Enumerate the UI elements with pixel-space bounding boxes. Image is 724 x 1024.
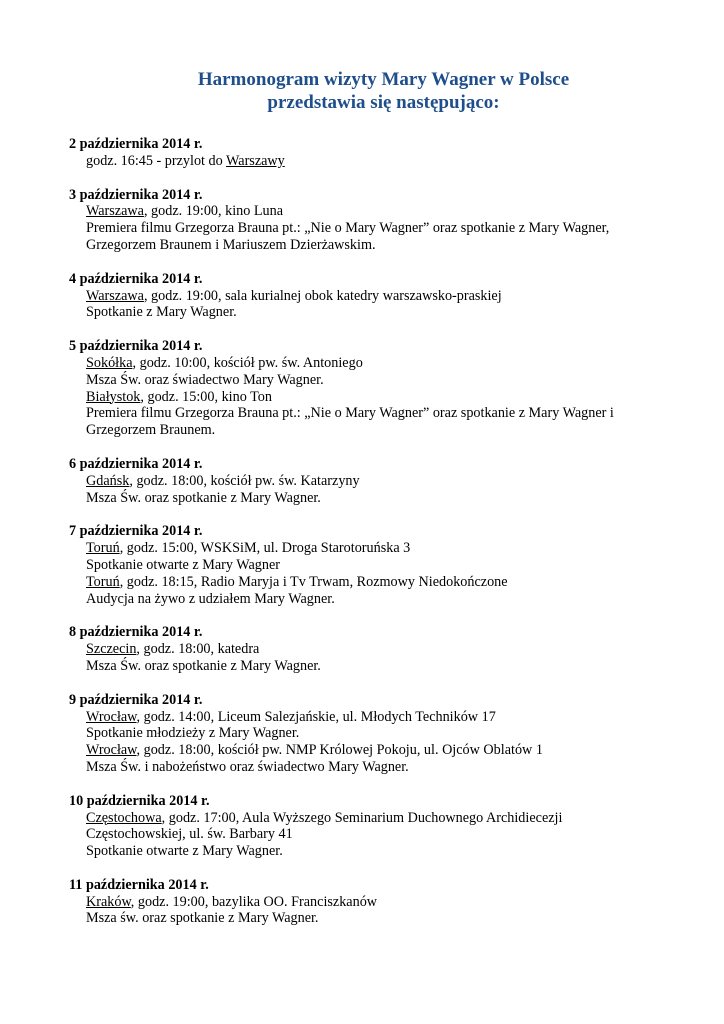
event-line: [86, 574, 684, 591]
schedule-list: [69, 136, 684, 927]
event-city: Gdańsk: [86, 472, 130, 489]
event-line: [86, 557, 684, 574]
day-date: 8 października 2014 r.: [69, 624, 203, 641]
event-text: Spotkanie młodzieży z Mary Wagner.: [86, 725, 300, 742]
event-line: [86, 641, 684, 658]
event-text: Spotkanie otwarte z Mary Wagner: [86, 556, 281, 573]
event-city: Toruń: [86, 573, 120, 590]
event-text: Msza św. oraz spotkanie z Mary Wagner.: [86, 910, 319, 927]
day-date: 7 października 2014 r.: [69, 523, 203, 540]
event-details: , godz. 18:15, Radio Maryja i Tv Trwam, Rozmowy Niedokończone: [119, 573, 508, 590]
title-line-1: Harmonogram wizyty Mary Wagner w Polsce: [197, 69, 570, 90]
event-line: [86, 355, 684, 372]
event-line: [86, 709, 684, 726]
event-city: Warszawa: [86, 203, 144, 220]
event-text: Spotkanie otwarte z Mary Wagner.: [86, 843, 283, 860]
event-line: [86, 153, 684, 170]
event-line: [86, 591, 684, 608]
event-line: [86, 237, 684, 254]
event-line: [86, 203, 684, 220]
title-line-2: przedstawia się następująco:: [267, 92, 500, 113]
schedule-day: [69, 187, 684, 254]
event-city: Warszawy: [226, 152, 285, 169]
event-city: Wrocław: [86, 742, 137, 759]
day-date: 2 października 2014 r.: [69, 136, 203, 152]
event-text: Grzegorzem Braunem i Mariuszem Dzierżawskim.: [86, 236, 376, 253]
event-city: Warszawa: [86, 287, 144, 304]
event-details: , godz. 18:00, katedra: [136, 641, 260, 658]
day-date: 3 października 2014 r.: [69, 186, 203, 203]
day-date: 6 października 2014 r.: [69, 455, 203, 472]
event-details: , godz. 19:00, sala kurialnej obok katedry warszawsko-praskiej: [143, 287, 502, 304]
day-date: 11 października 2014 r.: [69, 876, 209, 893]
event-city: Szczecin: [86, 641, 137, 658]
schedule-day: [69, 271, 684, 321]
event-details: , godz. 15:00, WSKSiM, ul. Droga Starotoruńska 3: [119, 540, 411, 557]
event-text: Premiera filmu Grzegorza Brauna pt.: „Nie o Mary Wagner” oraz spotkanie z Mary Wagner i: [86, 405, 614, 422]
event-line: [86, 658, 684, 675]
event-city: Sokółka: [86, 354, 133, 371]
schedule-day: [69, 793, 684, 860]
event-text: Msza Św. oraz świadectwo Mary Wagner.: [86, 371, 324, 388]
event-line: [86, 725, 684, 742]
event-line: [86, 405, 684, 422]
event-details: , godz. 14:00, Liceum Salezjańskie, ul. Młodych Techników 17: [136, 708, 496, 725]
event-details: , godz. 15:00, kino Ton: [140, 388, 272, 405]
event-line: [86, 422, 684, 439]
event-details: , godz. 18:00, kościół pw. NMP Królowej Pokoju, ul. Ojców Oblatów 1: [136, 742, 543, 759]
day-date: 5 października 2014 r.: [69, 338, 203, 355]
event-text: Premiera filmu Grzegorza Brauna pt.: „Nie o Mary Wagner” oraz spotkanie z Mary Wagner,: [86, 220, 610, 237]
event-city: Białystok: [86, 388, 141, 405]
event-line: [86, 742, 684, 759]
event-line: [86, 473, 684, 490]
event-text: Audycja na żywo z udziałem Mary Wagner.: [86, 590, 335, 607]
event-text: godz. 16:45 - przylot do: [86, 152, 227, 169]
schedule-day: [69, 624, 684, 674]
event-text: Msza Św. oraz spotkanie z Mary Wagner.: [86, 489, 321, 506]
schedule-day: [69, 523, 684, 607]
event-line: [86, 389, 684, 406]
schedule-day: [69, 136, 684, 170]
schedule-day: [69, 456, 684, 506]
day-date: 9 października 2014 r.: [69, 691, 203, 708]
event-details: , godz. 17:00, Aula Wyższego Seminarium Duchownego Archidiecezji: [161, 809, 563, 826]
event-city: Toruń: [86, 540, 120, 557]
event-line: [86, 894, 684, 911]
event-details: , godz. 18:00, kościół pw. św. Katarzyny: [129, 472, 360, 489]
event-text: Msza Św. i nabożeństwo oraz świadectwo Mary Wagner.: [86, 758, 409, 775]
event-line: [86, 843, 684, 860]
event-line: [86, 759, 684, 776]
event-line: [86, 490, 684, 507]
event-details: , godz. 19:00, bazylika OO. Franciszkanów: [130, 893, 378, 910]
event-city: Kraków: [86, 893, 131, 910]
event-line: [86, 540, 684, 557]
event-line: [86, 372, 684, 389]
event-line: [86, 910, 684, 927]
event-text: Częstochowskiej, ul. św. Barbary 41: [86, 826, 293, 843]
event-city: Wrocław: [86, 708, 137, 725]
event-line: [86, 826, 684, 843]
event-details: , godz. 19:00, kino Luna: [143, 203, 284, 220]
day-date: 4 października 2014 r.: [69, 270, 203, 287]
event-text: Msza Św. oraz spotkanie z Mary Wagner.: [86, 657, 321, 674]
schedule-day: [69, 692, 684, 776]
event-text: Grzegorzem Braunem.: [86, 422, 216, 439]
event-line: [86, 810, 684, 827]
day-date: 10 października 2014 r.: [69, 792, 210, 809]
event-city: Częstochowa: [86, 809, 162, 826]
event-line: [86, 220, 684, 237]
schedule-day: [69, 877, 684, 927]
event-details: , godz. 10:00, kościół pw. św. Antoniego: [132, 354, 363, 371]
event-text: Spotkanie z Mary Wagner.: [86, 304, 237, 321]
document-title: [69, 68, 684, 114]
event-line: [86, 288, 684, 305]
event-line: [86, 304, 684, 321]
schedule-day: [69, 338, 684, 439]
